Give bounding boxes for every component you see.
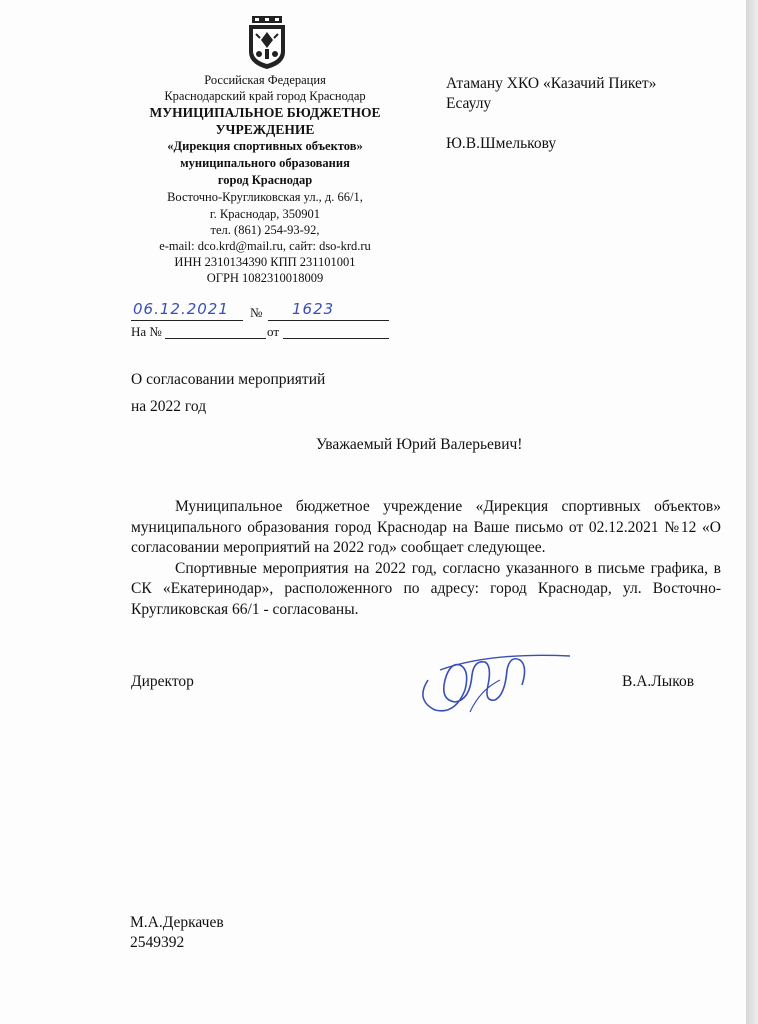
date-handwritten: 06.12.2021 — [133, 300, 229, 318]
reply-from-label: от — [267, 324, 280, 339]
number-handwritten: 1623 — [292, 300, 335, 318]
letterhead-org-line3: «Дирекция спортивных объектов» — [167, 139, 363, 154]
date-line — [131, 320, 243, 321]
letterhead — [120, 72, 410, 287]
salutation: Уважаемый Юрий Валерьевич! — [316, 436, 523, 453]
letterhead-inn-kpp: ИНН 2310134390 КПП 231101001 — [174, 255, 356, 270]
reply-number-line — [165, 338, 266, 339]
addressee-line2: Есаулу — [446, 95, 492, 112]
handwritten-signature — [410, 640, 575, 725]
letterhead-org-line1: МУНИЦИПАЛЬНОЕ БЮДЖЕТНОЕ — [149, 105, 381, 121]
letterhead-org-line4: муниципального образования — [180, 156, 350, 171]
signature-name: В.А.Лыков — [622, 673, 695, 690]
subject-line2: на 2022 год — [131, 398, 207, 415]
number-line — [268, 320, 389, 321]
reply-date-line — [283, 338, 389, 339]
coat-of-arms-icon — [246, 16, 288, 70]
letterhead-org-line2: УЧРЕЖДЕНИЕ — [215, 122, 315, 138]
addressee-line3: Ю.В.Шмелькову — [446, 135, 557, 152]
executor-name: М.А.Деркачев — [130, 914, 224, 931]
letterhead-address1: Восточно-Кругликовская ул., д. 66/1, — [167, 190, 363, 205]
body-paragraph-2: Спортивные мероприятия на 2022 год, согласно указанного в письме графика, в СК «Екатеринодар», расположенного по адресу: город Краснодар, ул. Восточно-Кругликовская 66/1 - согласованы. — [131, 559, 721, 618]
signature-position: Директор — [131, 673, 194, 690]
letter-body — [131, 497, 721, 620]
page-edge-shadow — [746, 0, 758, 1024]
subject-line1: О согласовании мероприятий — [131, 371, 326, 388]
reply-to-label: На № — [131, 324, 162, 339]
letterhead-email-site: e-mail: dco.krd@mail.ru, сайт: dso-krd.ru — [159, 239, 371, 254]
number-label: № — [250, 305, 263, 320]
body-paragraph-1: Муниципальное бюджетное учреждение «Дирекция спортивных объектов» муниципального образования город Краснодар на Ваше письмо от 02.12.2021 №12 «О согласовании мероприятий на 2022 год» сообщает следующее. — [131, 498, 721, 556]
letterhead-region: Краснодарский край город Краснодар — [164, 89, 366, 104]
executor-phone: 2549392 — [130, 934, 185, 951]
letterhead-ogrn: ОГРН 1082310018009 — [206, 271, 324, 286]
letterhead-org-line5: город Краснодар — [217, 173, 313, 188]
addressee-line1: Атаману ХКО «Казачий Пикет» — [446, 75, 657, 92]
letterhead-address2: г. Краснодар, 350901 — [209, 206, 321, 221]
letterhead-country: Российская Федерация — [204, 73, 326, 87]
letterhead-phone: тел. (861) 254-93-92, — [210, 222, 320, 237]
